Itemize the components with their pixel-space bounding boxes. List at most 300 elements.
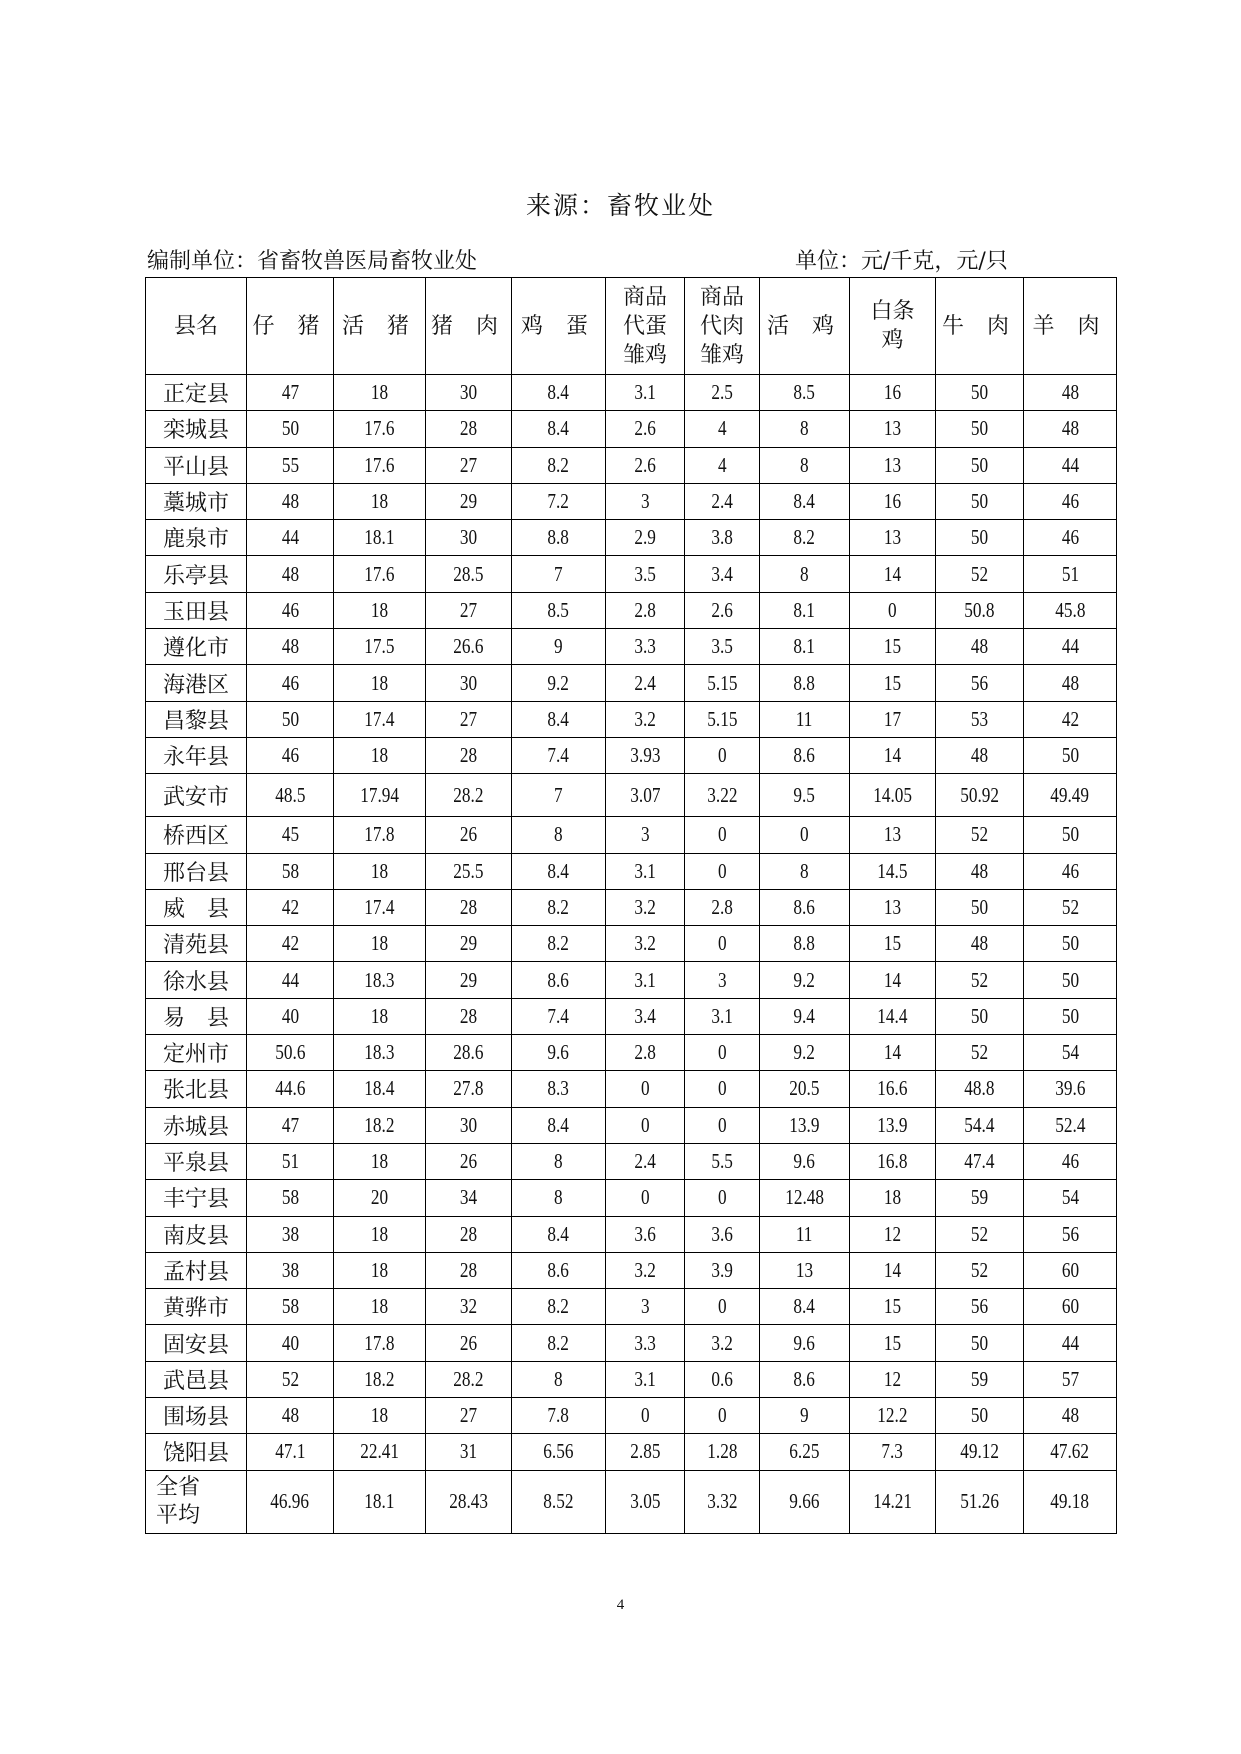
price-cell xyxy=(760,889,850,925)
average-cell xyxy=(512,1470,606,1533)
price-value: 46 xyxy=(281,597,299,622)
price-cell xyxy=(247,447,334,483)
price-value: 8.2 xyxy=(547,895,570,919)
table-body xyxy=(146,375,1117,1534)
price-cell xyxy=(426,817,512,853)
column-header: 猪 肉 xyxy=(426,278,512,375)
county-name: 围场县 xyxy=(146,1398,247,1434)
price-cell xyxy=(512,737,606,773)
county-name: 海港区 xyxy=(146,665,247,701)
price-value: 55 xyxy=(281,452,299,477)
price-cell xyxy=(426,962,512,998)
price-value: 14 xyxy=(883,561,902,586)
average-value: 51.26 xyxy=(960,1489,999,1514)
price-value: 48 xyxy=(281,489,299,514)
county-name: 正定县 xyxy=(146,375,247,411)
price-cell xyxy=(334,1434,426,1470)
price-cell xyxy=(512,556,606,592)
price-cell xyxy=(685,629,760,665)
price-value: 3.9 xyxy=(711,1257,733,1282)
price-value: 3.2 xyxy=(634,706,656,731)
price-cell xyxy=(512,1071,606,1107)
price-value: 16.8 xyxy=(877,1149,908,1174)
price-value: 8 xyxy=(554,1185,563,1210)
price-value: 8.1 xyxy=(793,634,816,659)
price-value: 13 xyxy=(795,1257,814,1282)
price-value: 2.8 xyxy=(634,1040,656,1065)
price-cell xyxy=(1024,1071,1117,1107)
price-value: 50 xyxy=(1061,743,1079,768)
price-value: 0 xyxy=(717,743,727,768)
price-value: 53 xyxy=(970,706,989,731)
price-cell xyxy=(606,1289,685,1325)
price-cell xyxy=(936,1361,1024,1397)
price-cell xyxy=(760,556,850,592)
price-cell xyxy=(247,556,334,592)
price-table xyxy=(145,277,1117,1534)
price-cell xyxy=(247,1289,334,1325)
price-value: 13 xyxy=(883,416,902,441)
price-value: 52 xyxy=(281,1366,299,1391)
price-value: 51 xyxy=(1061,561,1079,586)
price-value: 3.93 xyxy=(629,743,661,768)
price-value: 46 xyxy=(281,670,299,695)
price-cell xyxy=(512,889,606,925)
price-cell xyxy=(936,1289,1024,1325)
price-cell xyxy=(760,926,850,962)
price-cell xyxy=(426,447,512,483)
price-cell xyxy=(760,962,850,998)
price-cell xyxy=(760,998,850,1034)
price-value: 50 xyxy=(970,525,989,550)
price-value: 2.4 xyxy=(634,670,656,695)
table-row xyxy=(146,520,1117,556)
price-cell xyxy=(936,1398,1024,1434)
price-cell xyxy=(685,1252,760,1288)
price-value: 31 xyxy=(459,1439,478,1464)
price-value: 58 xyxy=(281,858,299,883)
price-cell xyxy=(936,1035,1024,1071)
table-row xyxy=(146,1398,1117,1434)
price-value: 5.15 xyxy=(706,670,738,695)
price-cell xyxy=(1024,998,1117,1034)
column-header: 活 猪 xyxy=(334,278,426,375)
price-value: 8.8 xyxy=(547,525,570,550)
county-name: 栾城县 xyxy=(146,411,247,447)
price-cell xyxy=(1024,665,1117,701)
price-cell xyxy=(936,375,1024,411)
price-cell xyxy=(760,1216,850,1252)
county-name: 易 县 xyxy=(146,998,247,1034)
price-value: 8.6 xyxy=(793,895,816,919)
price-value: 2.85 xyxy=(629,1439,661,1464)
price-cell xyxy=(247,774,334,817)
price-value: 7 xyxy=(554,561,563,586)
price-value: 34 xyxy=(459,1185,478,1210)
price-value: 2.6 xyxy=(634,452,656,477)
price-cell xyxy=(760,1180,850,1216)
price-cell xyxy=(512,1434,606,1470)
price-value: 16.6 xyxy=(877,1076,908,1101)
price-value: 8.2 xyxy=(547,452,570,477)
price-cell xyxy=(334,629,426,665)
price-cell xyxy=(512,774,606,817)
price-value: 0 xyxy=(717,1112,727,1137)
price-cell xyxy=(334,853,426,889)
price-cell xyxy=(606,1398,685,1434)
county-name: 永年县 xyxy=(146,737,247,773)
price-cell xyxy=(606,737,685,773)
price-value: 47.1 xyxy=(274,1439,306,1464)
price-cell xyxy=(850,1180,936,1216)
price-cell xyxy=(850,962,936,998)
price-cell xyxy=(685,1325,760,1361)
price-cell xyxy=(850,1361,936,1397)
county-name: 孟村县 xyxy=(146,1252,247,1288)
price-cell xyxy=(334,926,426,962)
price-value: 13 xyxy=(883,822,902,847)
price-cell xyxy=(512,1289,606,1325)
price-cell xyxy=(850,926,936,962)
price-value: 14 xyxy=(883,743,902,768)
price-cell xyxy=(426,889,512,925)
price-cell xyxy=(760,520,850,556)
price-cell xyxy=(685,1107,760,1143)
price-cell xyxy=(606,375,685,411)
price-value: 8 xyxy=(800,561,809,586)
column-header: 仔 猪 xyxy=(247,278,334,375)
price-value: 12 xyxy=(883,1221,902,1246)
price-value: 42 xyxy=(281,895,299,919)
price-value: 45 xyxy=(281,822,299,847)
price-value: 42 xyxy=(281,931,299,956)
table-row xyxy=(146,665,1117,701)
price-cell xyxy=(334,520,426,556)
price-value: 18.2 xyxy=(364,1366,395,1391)
price-cell xyxy=(936,447,1024,483)
price-cell xyxy=(936,592,1024,628)
price-value: 44 xyxy=(1061,452,1079,477)
price-cell xyxy=(247,889,334,925)
price-value: 48 xyxy=(1061,416,1079,441)
price-value: 28 xyxy=(459,1221,478,1246)
price-value: 50.6 xyxy=(274,1040,306,1065)
price-cell xyxy=(1024,962,1117,998)
price-value: 50 xyxy=(970,452,989,477)
price-cell xyxy=(512,592,606,628)
price-cell xyxy=(606,926,685,962)
price-value: 8.5 xyxy=(793,380,816,405)
price-cell xyxy=(512,375,606,411)
price-value: 8.3 xyxy=(547,1076,570,1101)
price-value: 50 xyxy=(1061,1003,1079,1028)
county-name: 平山县 xyxy=(146,447,247,483)
price-value: 3.4 xyxy=(634,1003,656,1028)
price-cell xyxy=(685,853,760,889)
price-cell xyxy=(512,1107,606,1143)
price-cell xyxy=(685,1180,760,1216)
price-cell xyxy=(1024,1289,1117,1325)
price-value: 18 xyxy=(370,597,389,622)
price-cell xyxy=(1024,375,1117,411)
average-cell xyxy=(334,1470,426,1533)
price-value: 8.2 xyxy=(547,1294,570,1319)
price-value: 52 xyxy=(970,1221,989,1246)
price-cell xyxy=(760,1361,850,1397)
price-value: 15 xyxy=(883,1330,902,1355)
table-row xyxy=(146,629,1117,665)
price-value: 45.8 xyxy=(1054,597,1086,622)
price-cell xyxy=(685,1361,760,1397)
price-value: 38 xyxy=(281,1221,299,1246)
average-value: 49.18 xyxy=(1050,1489,1090,1514)
price-value: 22.41 xyxy=(360,1439,399,1464)
price-value: 6.56 xyxy=(543,1439,574,1464)
price-cell xyxy=(334,665,426,701)
price-cell xyxy=(760,853,850,889)
county-name: 平泉县 xyxy=(146,1143,247,1179)
table-row xyxy=(146,1289,1117,1325)
price-cell xyxy=(850,629,936,665)
price-cell xyxy=(247,926,334,962)
price-value: 7.4 xyxy=(547,743,570,768)
price-cell xyxy=(247,1216,334,1252)
price-value: 3.3 xyxy=(634,1330,656,1355)
price-cell xyxy=(512,520,606,556)
price-cell xyxy=(685,375,760,411)
price-cell xyxy=(426,1180,512,1216)
price-cell xyxy=(334,1252,426,1288)
table-row xyxy=(146,817,1117,853)
price-cell xyxy=(685,1216,760,1252)
price-cell xyxy=(247,483,334,519)
price-value: 60 xyxy=(1061,1257,1079,1282)
price-value: 52 xyxy=(970,1040,989,1065)
county-name: 黄骅市 xyxy=(146,1289,247,1325)
price-value: 18 xyxy=(370,1149,389,1174)
price-value: 8.4 xyxy=(547,1221,570,1246)
price-cell xyxy=(334,1398,426,1434)
price-value: 2.4 xyxy=(711,489,733,514)
price-value: 14.05 xyxy=(873,782,912,807)
price-value: 8.4 xyxy=(547,416,570,441)
price-cell xyxy=(247,962,334,998)
price-value: 20.5 xyxy=(789,1076,820,1101)
price-value: 0 xyxy=(717,1403,727,1428)
price-value: 3.2 xyxy=(634,895,656,919)
average-value: 18.1 xyxy=(364,1489,395,1514)
price-cell xyxy=(936,629,1024,665)
price-value: 48 xyxy=(970,743,989,768)
county-name: 清苑县 xyxy=(146,926,247,962)
price-cell xyxy=(606,1035,685,1071)
price-value: 26 xyxy=(459,1330,478,1355)
price-cell xyxy=(426,665,512,701)
price-value: 0 xyxy=(717,858,727,883)
price-value: 15 xyxy=(883,670,902,695)
county-name: 武邑县 xyxy=(146,1361,247,1397)
price-value: 8 xyxy=(554,822,563,847)
price-cell xyxy=(760,375,850,411)
price-cell xyxy=(334,998,426,1034)
price-value: 47.62 xyxy=(1050,1439,1090,1464)
price-value: 9 xyxy=(554,634,563,659)
price-cell xyxy=(426,774,512,817)
price-cell xyxy=(685,774,760,817)
price-cell xyxy=(247,520,334,556)
price-value: 0 xyxy=(640,1112,650,1137)
price-cell xyxy=(936,483,1024,519)
price-value: 0 xyxy=(800,822,809,847)
price-cell xyxy=(512,853,606,889)
price-value: 13.9 xyxy=(789,1112,820,1137)
price-value: 3.1 xyxy=(634,380,656,405)
price-value: 0 xyxy=(640,1403,650,1428)
price-value: 44 xyxy=(1061,634,1079,659)
price-cell xyxy=(760,629,850,665)
price-cell xyxy=(334,1143,426,1179)
price-cell xyxy=(334,483,426,519)
average-cell xyxy=(685,1470,760,1533)
average-cell xyxy=(1024,1470,1117,1533)
table-row xyxy=(146,926,1117,962)
price-cell xyxy=(1024,1252,1117,1288)
price-cell xyxy=(247,1398,334,1434)
price-cell xyxy=(606,853,685,889)
price-cell xyxy=(512,817,606,853)
table-row xyxy=(146,998,1117,1034)
price-cell xyxy=(850,1107,936,1143)
price-cell xyxy=(606,1216,685,1252)
price-cell xyxy=(760,1143,850,1179)
price-value: 47 xyxy=(281,380,299,405)
price-cell xyxy=(247,701,334,737)
price-value: 2.6 xyxy=(711,597,733,622)
price-value: 46 xyxy=(281,743,299,768)
price-value: 17.8 xyxy=(364,822,395,847)
price-value: 17.5 xyxy=(364,634,395,659)
price-value: 14 xyxy=(883,1257,902,1282)
price-cell xyxy=(247,665,334,701)
price-cell xyxy=(1024,737,1117,773)
price-value: 48.8 xyxy=(964,1076,995,1101)
price-value: 13 xyxy=(883,452,902,477)
price-value: 8.5 xyxy=(547,597,570,622)
price-cell xyxy=(426,1361,512,1397)
price-cell xyxy=(685,1143,760,1179)
price-cell xyxy=(850,889,936,925)
price-value: 18 xyxy=(370,1257,389,1282)
price-cell xyxy=(606,447,685,483)
price-cell xyxy=(1024,853,1117,889)
price-cell xyxy=(760,817,850,853)
price-cell xyxy=(850,1143,936,1179)
price-value: 59 xyxy=(970,1366,989,1391)
county-name: 丰宁县 xyxy=(146,1180,247,1216)
price-cell xyxy=(936,1180,1024,1216)
price-cell xyxy=(936,1143,1024,1179)
price-cell xyxy=(936,774,1024,817)
price-value: 8.8 xyxy=(793,670,816,695)
price-cell xyxy=(1024,926,1117,962)
price-cell xyxy=(936,520,1024,556)
price-value: 27.8 xyxy=(453,1076,484,1101)
price-cell xyxy=(1024,1361,1117,1397)
price-value: 0 xyxy=(640,1185,650,1210)
price-value: 9.6 xyxy=(793,1330,816,1355)
table-row xyxy=(146,1325,1117,1361)
price-value: 0.6 xyxy=(711,1366,733,1391)
price-cell xyxy=(247,853,334,889)
price-cell xyxy=(1024,1107,1117,1143)
price-value: 49.12 xyxy=(960,1439,999,1464)
price-cell xyxy=(247,1361,334,1397)
price-cell xyxy=(1024,1398,1117,1434)
column-header: 鸡 蛋 xyxy=(512,278,606,375)
price-cell xyxy=(606,1325,685,1361)
price-value: 50 xyxy=(970,380,989,405)
price-value: 11 xyxy=(796,706,813,731)
table-row xyxy=(146,375,1117,411)
price-value: 8.6 xyxy=(547,967,570,992)
price-value: 7.8 xyxy=(547,1403,570,1428)
price-cell xyxy=(606,1143,685,1179)
price-cell xyxy=(247,1325,334,1361)
price-value: 8 xyxy=(554,1366,563,1391)
price-cell xyxy=(247,1180,334,1216)
price-value: 2.8 xyxy=(711,895,733,919)
price-cell xyxy=(606,592,685,628)
price-cell xyxy=(760,1398,850,1434)
price-cell xyxy=(685,817,760,853)
price-value: 58 xyxy=(281,1294,299,1319)
average-value: 46.96 xyxy=(270,1489,310,1514)
price-value: 3.1 xyxy=(634,858,656,883)
price-value: 14 xyxy=(883,967,902,992)
county-name: 藁城市 xyxy=(146,483,247,519)
table-row xyxy=(146,411,1117,447)
price-cell xyxy=(936,701,1024,737)
table-row xyxy=(146,1143,1117,1179)
price-value: 50 xyxy=(970,1330,989,1355)
column-header: 县名 xyxy=(146,278,247,375)
price-value: 8.4 xyxy=(547,706,570,731)
price-cell xyxy=(760,665,850,701)
price-cell xyxy=(850,592,936,628)
price-cell xyxy=(606,1434,685,1470)
price-value: 14.4 xyxy=(877,1003,908,1028)
price-value: 30 xyxy=(459,380,478,405)
price-cell xyxy=(685,411,760,447)
price-cell xyxy=(247,998,334,1034)
price-cell xyxy=(606,556,685,592)
price-value: 28.2 xyxy=(453,782,484,807)
price-value: 44.6 xyxy=(274,1076,306,1101)
price-cell xyxy=(760,1325,850,1361)
price-cell xyxy=(850,665,936,701)
price-cell xyxy=(760,411,850,447)
price-cell xyxy=(426,926,512,962)
price-cell xyxy=(512,629,606,665)
price-value: 13 xyxy=(883,895,902,919)
table-row xyxy=(146,853,1117,889)
price-cell xyxy=(247,1143,334,1179)
price-cell xyxy=(334,375,426,411)
table-row xyxy=(146,701,1117,737)
price-cell xyxy=(606,520,685,556)
price-value: 18 xyxy=(370,743,389,768)
price-cell xyxy=(760,701,850,737)
